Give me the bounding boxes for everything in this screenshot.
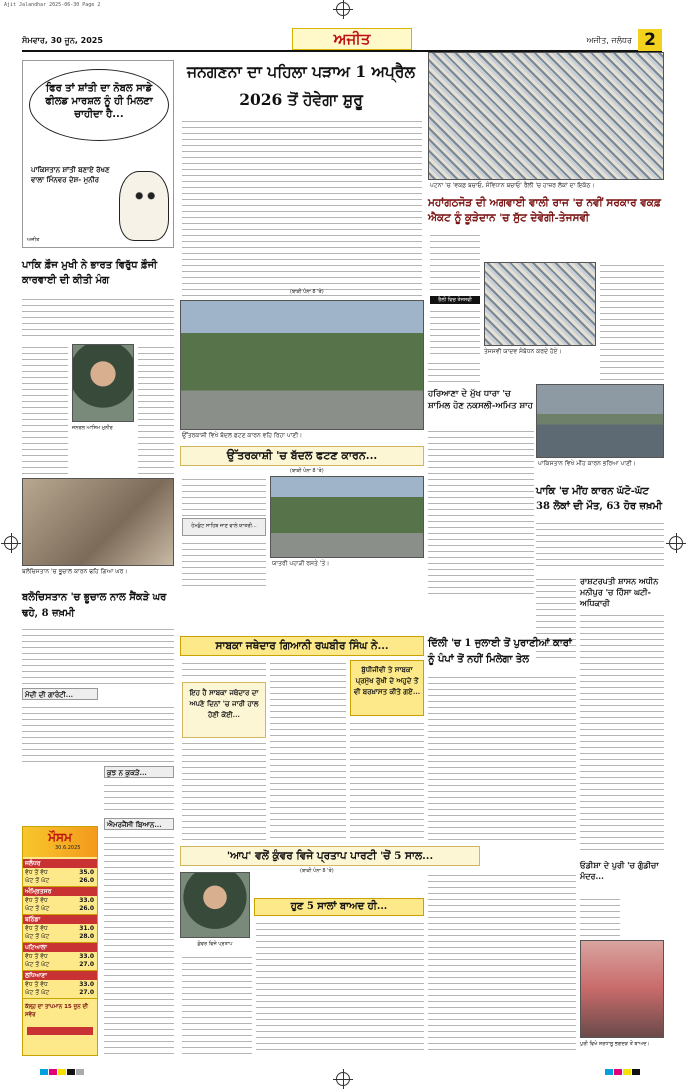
registration-mark-top [336, 2, 350, 16]
rally-crowd-photo [428, 52, 664, 180]
tejashwi-photo [484, 262, 596, 346]
weather-city-list [23, 859, 97, 999]
weather-title: ਮੌਸਮ [23, 827, 97, 857]
side-box-2-title: ਕੁਝ ਨ ਕੁਕੜੇ... [104, 766, 174, 778]
munir-caption: ਜਨਰਲ ਆਸਿਮ ਮੁਨੀਰ [72, 425, 113, 431]
weather-city-row: ਬਠਿੰਡਾ ਵੱਧ ਤੋਂ ਵੱਧ 31.0 ਘੱਟ ਤੋਂ ਘੱਟ 28.0 [23, 915, 97, 943]
tejashwi-caption: ਤੇਜਸਵੀ ਯਾਦਵ ਸੰਬੋਧਨ ਕਰਦੇ ਹੋਏ। [484, 348, 562, 355]
odisha-headline: ਓਡੀਸ਼ਾ ਦੇ ਪੁਰੀ 'ਚ ਗੁੰਡੀਚਾ ਮੰਦਰ... [580, 860, 659, 881]
weather-city-row: ਲੁਧਿਆਣਾ ਵੱਧ ਤੋਂ ਵੱਧ 33.0 ਘੱਟ ਤੋਂ ਘੱਟ 27.0 [23, 971, 97, 999]
aap-headline: 'ਆਪ' ਵਲੋਂ ਕੁੰਵਰ ਵਿਜੇ ਪ੍ਰਤਾਪ ਪਾਰਟੀ 'ਚੋਂ 5 ਸਾਲ... [180, 846, 480, 866]
weather-sun-strip [27, 1027, 93, 1035]
registration-mark-right [669, 536, 683, 550]
print-color-bar [0, 1060, 687, 1068]
weather-city-row: ਪਟਿਆਲਾ ਵੱਧ ਤੋਂ ਵੱਧ 33.0 ਘੱਟ ਤੋਂ ਘੱਟ 27.0 [23, 943, 97, 971]
weather-footer: ਕੱਲ੍ਹ ਦਾ ਤਾਪਮਾਨ 15 ਜੂਨ ਦੀ ਸਵੇਰ [25, 1004, 88, 1018]
cartoon-credit: ਅਜੀਤ [27, 237, 40, 243]
registration-mark-bottom [336, 1072, 350, 1086]
cartoon-speech-bubble: ਫਿਰ ਤਾਂ ਸ਼ਾਂਤੀ ਦਾ ਨੋਬਲ ਸਾਡੇ ਫੀਲਡ ਮਾਰਸ਼ਲ ਨੂੰ ਹੀ ਮਿਲਣਾ ਚਾਹੀਦਾ ਹੈ... [29, 69, 169, 141]
aap-body-col1 [182, 954, 252, 1054]
bihar-headline: ਮਹਾਂਗਠਜੋੜ ਦੀ ਅਗਵਾਈ ਵਾਲੀ ਰਾਜ 'ਚ ਨਵੀਂ ਸਰਕਾਰ ਵਕਫ਼ ਐਕਟ ਨੂੰ ਕੂੜੇਦਾਨ 'ਚ ਸੁੱਟ ਦੇਵੇਗੀ-ਤੇਜਸਵੀ [428, 197, 661, 224]
odisha-body [580, 896, 620, 936]
registration-mark-left [4, 536, 18, 550]
side-box-3-body [104, 834, 174, 1054]
weather-city-row: ਜਲੰਧਰ ਵੱਧ ਤੋਂ ਵੱਧ 35.0 ਘੱਟ ਤੋਂ ਘੱਟ 26.0 [23, 859, 97, 887]
pak-army-story-body-col1 [22, 344, 68, 474]
haryana-story-body [428, 428, 534, 596]
valley-photo-caption: ਉੱਤਰਕਾਸ਼ੀ ਵਿਖੇ ਬੱਦਲ ਫਟਣ ਕਾਰਨ ਵਹਿ ਰਿਹਾ ਪਾਣੀ। [182, 432, 303, 439]
uttarkashi-continued: (ਬਾਕੀ ਪੰਨਾ 8 'ਤੇ) [290, 468, 324, 474]
kunwar-caption: ਕੁੰਵਰ ਵਿਜੇ ਪ੍ਰਤਾਪ [197, 941, 233, 947]
five-years-headline: ਹੁਣ 5 ਸਾਲਾਂ ਬਾਅਦ ਹੀ... [254, 898, 424, 916]
haryana-body-top [428, 360, 480, 386]
pilgrims-caption: ਯਾਤਰੀ ਪਹਾੜੀ ਰਸਤੇ 'ਤੇ। [272, 560, 330, 567]
lead-story-body [182, 118, 422, 298]
cartoon-caption: ਪਾਕਿਸਤਾਨ ਸ਼ਾਂਤੀ ਬਣਾਏ ਰੱਖਣ ਵਾਲਾ ਮਿੰਨਵਰ ਦੇਸ਼- ਮੁਨੀਰ [31, 166, 110, 184]
temple-caption: ਪੁਰੀ ਵਿਖੇ ਸ਼ਰਧਾਲੂ ਭਗਦੜ ਤੋਂ ਬਾਅਦ। [580, 1041, 650, 1047]
weather-city-row: ਅੰਮ੍ਰਿਤਸਰ ਵੱਧ ਤੋਂ ਵੱਧ 33.0 ਘੱਟ ਤੋਂ ਘੱਟ 26.0 [23, 887, 97, 915]
buddhijivi-subheadline: ਬੁੱਧੀਜੀਵੀ ਤੇ ਸਾਬਕਾ ਪ੍ਰਮੁੱਖ ਰੁੱਖੀ ਦੇ ਅਹੁਦੇ ਤੋਂ ਵੀ ਬਰਖ਼ਾਸਤ ਕੀਤੇ ਗਏ... [350, 660, 424, 716]
uttarkashi-headline: ਉੱਤਰਕਾਸ਼ੀ 'ਚ ਬੱਦਲ ਫਟਣ ਕਾਰਨ... [180, 446, 424, 466]
pak-rain-headline: ਪਾਕਿ 'ਚ ਮੀਂਹ ਕਾਰਨ ਘੱਟੋ-ਘੱਟ 38 ਲੋਕਾਂ ਦੀ ਮੌਤ, 63 ਹੋਰ ਜ਼ਖ਼ਮੀ [536, 486, 663, 512]
jathedar-body-col3 [350, 720, 424, 840]
balochistan-headline: ਬਲੋਚਿਸਤਾਨ 'ਚ ਭੂਚਾਲ ਨਾਲ ਸੈਂਕੜੇ ਘਰ ਢਹੇ, 8 ਜ਼ਖ਼ਮੀ [22, 592, 167, 619]
masthead [22, 28, 662, 52]
manipur-story-body [580, 612, 664, 852]
pak-rain-body [536, 520, 664, 570]
side-box-3-title: ਐਮਰਜੈਂਸੀ ਬਿਆਨ... [104, 818, 174, 830]
lead-headline: ਜਨਗਣਨਾ ਦਾ ਪਹਿਲਾ ਪੜਾਅ 1 ਅਪ੍ਰੈਲ 2026 ਤੋਂ ਹੋਵੇਗਾ ਸ਼ੁਰੂ [180, 58, 422, 114]
newspaper-logo: ਅਜੀਤ [292, 28, 412, 50]
bihar-story-body-col1 [430, 232, 480, 292]
print-metadata-strip: Ajit Jalandhar 2025-06-30 Page 2 [4, 2, 101, 8]
pak-army-story-body [22, 296, 174, 340]
balochistan-earthquake-photo [22, 478, 174, 566]
aap-continued: (ਬਾਕੀ ਪੰਨਾ 8 'ਤੇ) [300, 868, 334, 874]
side-box-1-title: ਮੋਦੀ ਦੀ ਗਾਰੰਟੀ... [22, 688, 98, 700]
jathedar-body-top [182, 660, 266, 680]
jathedar-subheadline: ਇਹ ਹੈ ਸਾਬਕਾ ਜਥੇਦਾਰ ਦਾ ਅਪਣੇ ਦਿਨਾਂ 'ਚ ਜਾਰੀ ਹਾਲ ਹੋਣੀ ਕੋਈ... [182, 682, 266, 738]
pakistan-flood-photo [536, 384, 664, 458]
delhi-fuel-headline: ਦਿੱਲੀ 'ਚ 1 ਜੁਲਾਈ ਤੋਂ ਪੁਰਾਣੀਆਂ ਕਾਰਾਂ ਨੂੰ ਪੰਪਾਂ ਤੋਂ ਨਹੀਂ ਮਿਲੇਗਾ ਤੇਲ [428, 638, 572, 665]
pilgrims-photo [270, 476, 424, 558]
pak-army-headline: ਪਾਕਿ ਫ਼ੌਜ ਮੁਖੀ ਨੇ ਭਾਰਤ ਵਿਰੁੱਧ ਫ਼ੌਜੀ ਕਾਰਵਾਈ ਦੀ ਕੀਤੀ ਮੰਗ [22, 260, 158, 286]
jathedar-body-col2 [270, 660, 346, 840]
balochistan-story-body [22, 626, 174, 686]
bihar-story-body-col3 [600, 262, 664, 382]
hemkunt-subheadline: ਹੇਮਕੁੰਟ ਸਾਹਿਬ ਜਾਣ ਵਾਲੇ ਯਾਤਰੀ... [182, 518, 266, 536]
edition-city: ਅਜੀਤ, ਜਲੰਧਰ [586, 36, 632, 45]
manipur-headline: ਰਾਸ਼ਟਰਪਤੀ ਸ਼ਾਸਨ ਅਧੀਨ ਮਨੀਪੁਰ 'ਚ ਹਿੰਸਾ ਘਟੀ-ਅਧਿਕਾਰੀ [580, 576, 659, 608]
puri-devotees-photo [580, 940, 664, 1038]
page-number: 2 [638, 29, 662, 51]
weather-box [22, 826, 98, 1056]
uttarkashi-valley-photo [180, 300, 424, 430]
kunwar-vijay-pratap-portrait [180, 872, 250, 938]
jathedar-headline: ਸਾਬਕਾ ਜਥੇਦਾਰ ਗਿਆਨੀ ਰਘਬੀਰ ਸਿੰਘ ਨੇ... [180, 636, 424, 656]
pak-army-story-body-col2 [138, 344, 174, 474]
rally-photo-caption: ਪਟਨਾ 'ਚ 'ਵਕਫ਼ ਬਚਾਓ, ਸੰਵਿਧਾਨ ਬਚਾਓ' ਰੈਲੀ 'ਚ ਹਾਜ਼ਰ ਲੋਕਾਂ ਦਾ ਇਕੱਠ। [430, 182, 595, 189]
haryana-headline: ਹਰਿਆਣਾ ਦੇ ਮੁੱਖ ਧਾਰਾ 'ਚ ਸ਼ਾਮਿਲ ਹੋਣ ਨਕਸਲੀ-ਅਮਿਤ ਸ਼ਾਹ [428, 389, 533, 411]
cartoon-character-illustration [119, 171, 169, 241]
editorial-cartoon [22, 60, 174, 248]
asim-munir-portrait [72, 344, 134, 422]
weather-date: 30.6.2025 [55, 845, 81, 851]
tejashwi-tag: ਰੈਲੀ ਵਿਚ ਤੇਜਸਵੀ [430, 296, 480, 304]
lead-continued: (ਬਾਕੀ ਪੰਨਾ 8 'ਤੇ) [290, 289, 324, 295]
ruins-caption: ਬਲੋਚਿਸਤਾਨ 'ਚ ਭੂਚਾਲ ਕਾਰਨ ਢਹਿ ਗਿਆ ਘਰ। [22, 568, 128, 575]
flood-caption: ਪਾਕਿਸਤਾਨ ਵਿਖੇ ਮੀਂਹ ਕਾਰਨ ਭਰਿਆ ਪਾਣੀ। [538, 460, 636, 467]
side-box-2-body [104, 782, 174, 812]
delhi-fuel-body [428, 674, 576, 844]
uttarkashi-body-col1b [182, 540, 266, 588]
uttarkashi-body-col1 [182, 476, 266, 516]
side-box-1-body [22, 704, 174, 762]
aap-body-col3 [428, 872, 576, 1054]
jathedar-body-col1 [182, 740, 266, 840]
issue-date: ਸੋਮਵਾਰ, 30 ਜੂਨ, 2025 [22, 36, 103, 45]
aap-body-col2 [256, 920, 424, 1054]
bihar-story-body-col1b [430, 308, 480, 354]
